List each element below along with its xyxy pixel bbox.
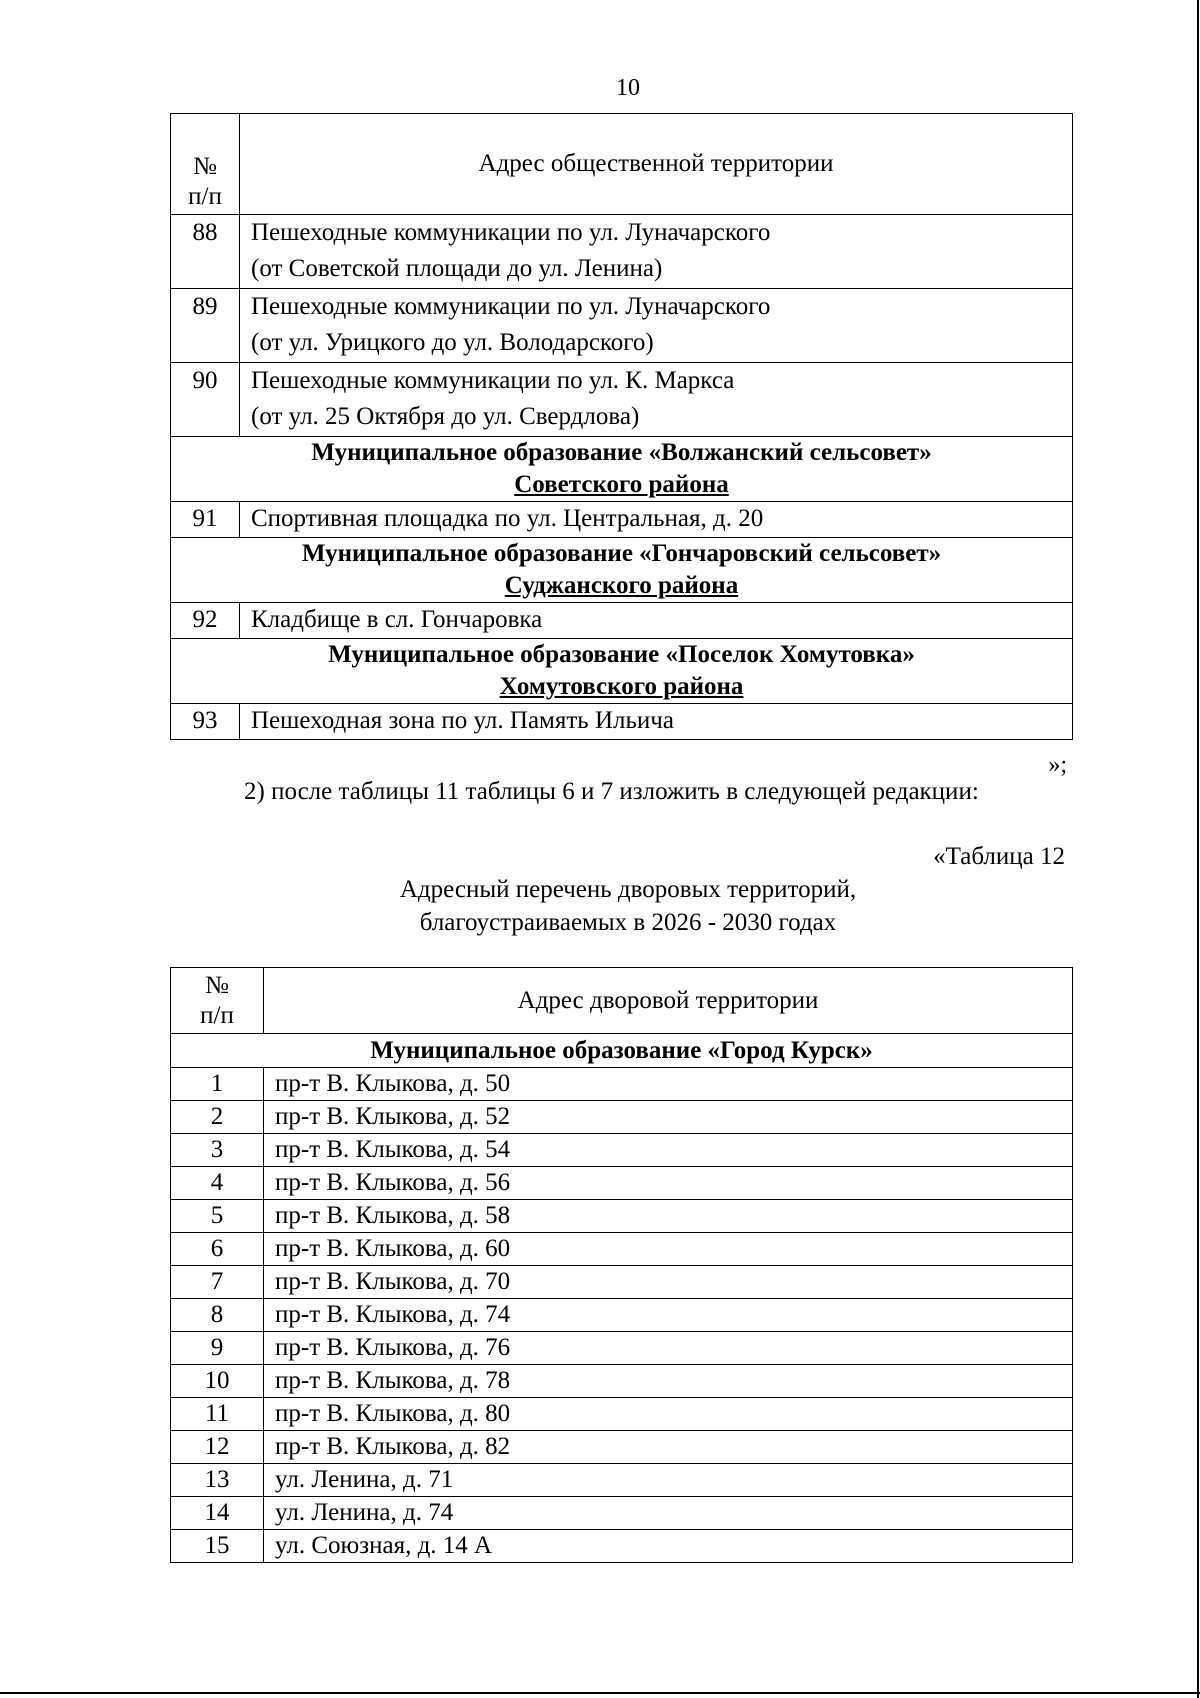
row-address: пр-т В. Клыкова, д. 74	[264, 1299, 1073, 1332]
row-number: 14	[171, 1497, 264, 1530]
row-address: пр-т В. Клыкова, д. 76	[264, 1332, 1073, 1365]
row-address: Пешеходные коммуникации по ул. Луначарского (от Советской площади до ул. Ленина)	[240, 215, 1073, 289]
row-address: ул. Ленина, д. 74	[264, 1497, 1073, 1530]
table-row	[171, 704, 1073, 740]
table-row	[171, 1101, 1073, 1134]
section-title: Муниципальное образование «Поселок Хомутовка»	[328, 641, 915, 668]
table-row	[171, 1464, 1073, 1497]
row-address: пр-т В. Клыкова, д. 56	[264, 1167, 1073, 1200]
row-number: 12	[171, 1431, 264, 1464]
row-address: Кладбище в сл. Гончаровка	[240, 603, 1073, 639]
row-address: пр-т В. Клыкова, д. 54	[264, 1134, 1073, 1167]
table-row	[171, 1431, 1073, 1464]
row-number: 8	[171, 1299, 264, 1332]
row-address: ул. Ленина, д. 71	[264, 1464, 1073, 1497]
row-address: пр-т В. Клыкова, д. 50	[264, 1068, 1073, 1101]
row-address: ул. Союзная, д. 14 А	[264, 1530, 1073, 1563]
table-row	[171, 1365, 1073, 1398]
table-row	[171, 1200, 1073, 1233]
row-number: 11	[171, 1398, 264, 1431]
table-row	[171, 1530, 1073, 1563]
table-row	[171, 502, 1073, 538]
header-address-label: Адрес общественной территории	[478, 150, 834, 177]
closing-quote: »;	[1048, 752, 1067, 778]
row-number: 91	[171, 502, 240, 538]
row-number: 89	[171, 289, 240, 363]
section-subtitle: Суджанского района	[504, 572, 739, 599]
section-subtitle: Хомутовского района	[499, 673, 744, 700]
row-number: 10	[171, 1365, 264, 1398]
table-row	[171, 1134, 1073, 1167]
row-number: 90	[171, 363, 240, 437]
header-num-label: № п/п	[188, 153, 222, 210]
row-number: 5	[171, 1200, 264, 1233]
row-number: 15	[171, 1530, 264, 1563]
section-row	[171, 1034, 1073, 1068]
page-frame-right	[1197, 0, 1199, 1698]
row-number: 1	[171, 1068, 264, 1101]
table-title	[0, 873, 1200, 939]
table-row	[171, 1299, 1073, 1332]
courtyard-territories-table	[170, 967, 1073, 1563]
row-number: 93	[171, 704, 240, 740]
table-row	[171, 1068, 1073, 1101]
row-number: 4	[171, 1167, 264, 1200]
table-row	[171, 1266, 1073, 1299]
header-num-label: № п/п	[200, 971, 234, 1029]
table-title-line: благоустраиваемых в 2026 - 2030 годах	[419, 909, 837, 936]
section-row	[171, 639, 1073, 704]
row-number: 2	[171, 1101, 264, 1134]
table-row	[171, 1332, 1073, 1365]
table-title-line: Адресный перечень дворовых территорий,	[399, 876, 857, 903]
row-address: Пешеходная зона по ул. Память Ильича	[240, 704, 1073, 740]
section-cell	[171, 639, 1073, 704]
amendment-paragraph: 2) после таблицы 11 таблицы 6 и 7 изложить в следующей редакции:	[244, 778, 979, 805]
row-address: Спортивная площадка по ул. Центральная, д. 20	[240, 502, 1073, 538]
row-number: 13	[171, 1464, 264, 1497]
table-row	[171, 1398, 1073, 1431]
table-row	[171, 363, 1073, 437]
section-row	[171, 437, 1073, 502]
row-number: 3	[171, 1134, 264, 1167]
header-address-cell	[240, 114, 1073, 215]
table-row	[171, 1497, 1073, 1530]
section-title: Муниципальное образование «Волжанский сельсовет»	[311, 439, 932, 466]
table-row	[171, 1167, 1073, 1200]
section-subtitle: Советского района	[514, 471, 729, 498]
header-address-cell	[264, 968, 1073, 1034]
row-address: пр-т В. Клыкова, д. 58	[264, 1200, 1073, 1233]
table-caption: «Таблица 12	[933, 843, 1065, 870]
row-number: 88	[171, 215, 240, 289]
row-address: Пешеходные коммуникации по ул. К. Маркса (от ул. 25 Октября до ул. Свердлова)	[240, 363, 1073, 437]
header-num-cell	[171, 968, 264, 1034]
section-cell	[171, 538, 1073, 603]
section-row	[171, 538, 1073, 603]
row-number: 7	[171, 1266, 264, 1299]
row-address: пр-т В. Клыкова, д. 52	[264, 1101, 1073, 1134]
row-number: 9	[171, 1332, 264, 1365]
table-row	[171, 215, 1073, 289]
row-address: Пешеходные коммуникации по ул. Луначарского (от ул. Урицкого до ул. Володарского)	[240, 289, 1073, 363]
page-frame-bottom	[0, 1692, 1200, 1694]
public-territories-table	[170, 113, 1073, 740]
row-address: пр-т В. Клыкова, д. 82	[264, 1431, 1073, 1464]
table-header-row	[171, 114, 1073, 215]
row-address: пр-т В. Клыкова, д. 70	[264, 1266, 1073, 1299]
section-cell	[171, 1034, 1073, 1068]
row-number: 92	[171, 603, 240, 639]
section-title: Муниципальное образование «Город Курск»	[370, 1037, 873, 1064]
section-title: Муниципальное образование «Гончаровский сельсовет»	[301, 540, 942, 567]
header-address-label: Адрес дворовой территории	[517, 986, 819, 1014]
table-row	[171, 289, 1073, 363]
row-address: пр-т В. Клыкова, д. 60	[264, 1233, 1073, 1266]
page-number: 10	[616, 75, 640, 101]
row-number: 6	[171, 1233, 264, 1266]
section-cell	[171, 437, 1073, 502]
row-address: пр-т В. Клыкова, д. 78	[264, 1365, 1073, 1398]
table-row	[171, 603, 1073, 639]
header-num-cell	[171, 114, 240, 215]
row-address: пр-т В. Клыкова, д. 80	[264, 1398, 1073, 1431]
table-header-row	[171, 968, 1073, 1034]
table-row	[171, 1233, 1073, 1266]
